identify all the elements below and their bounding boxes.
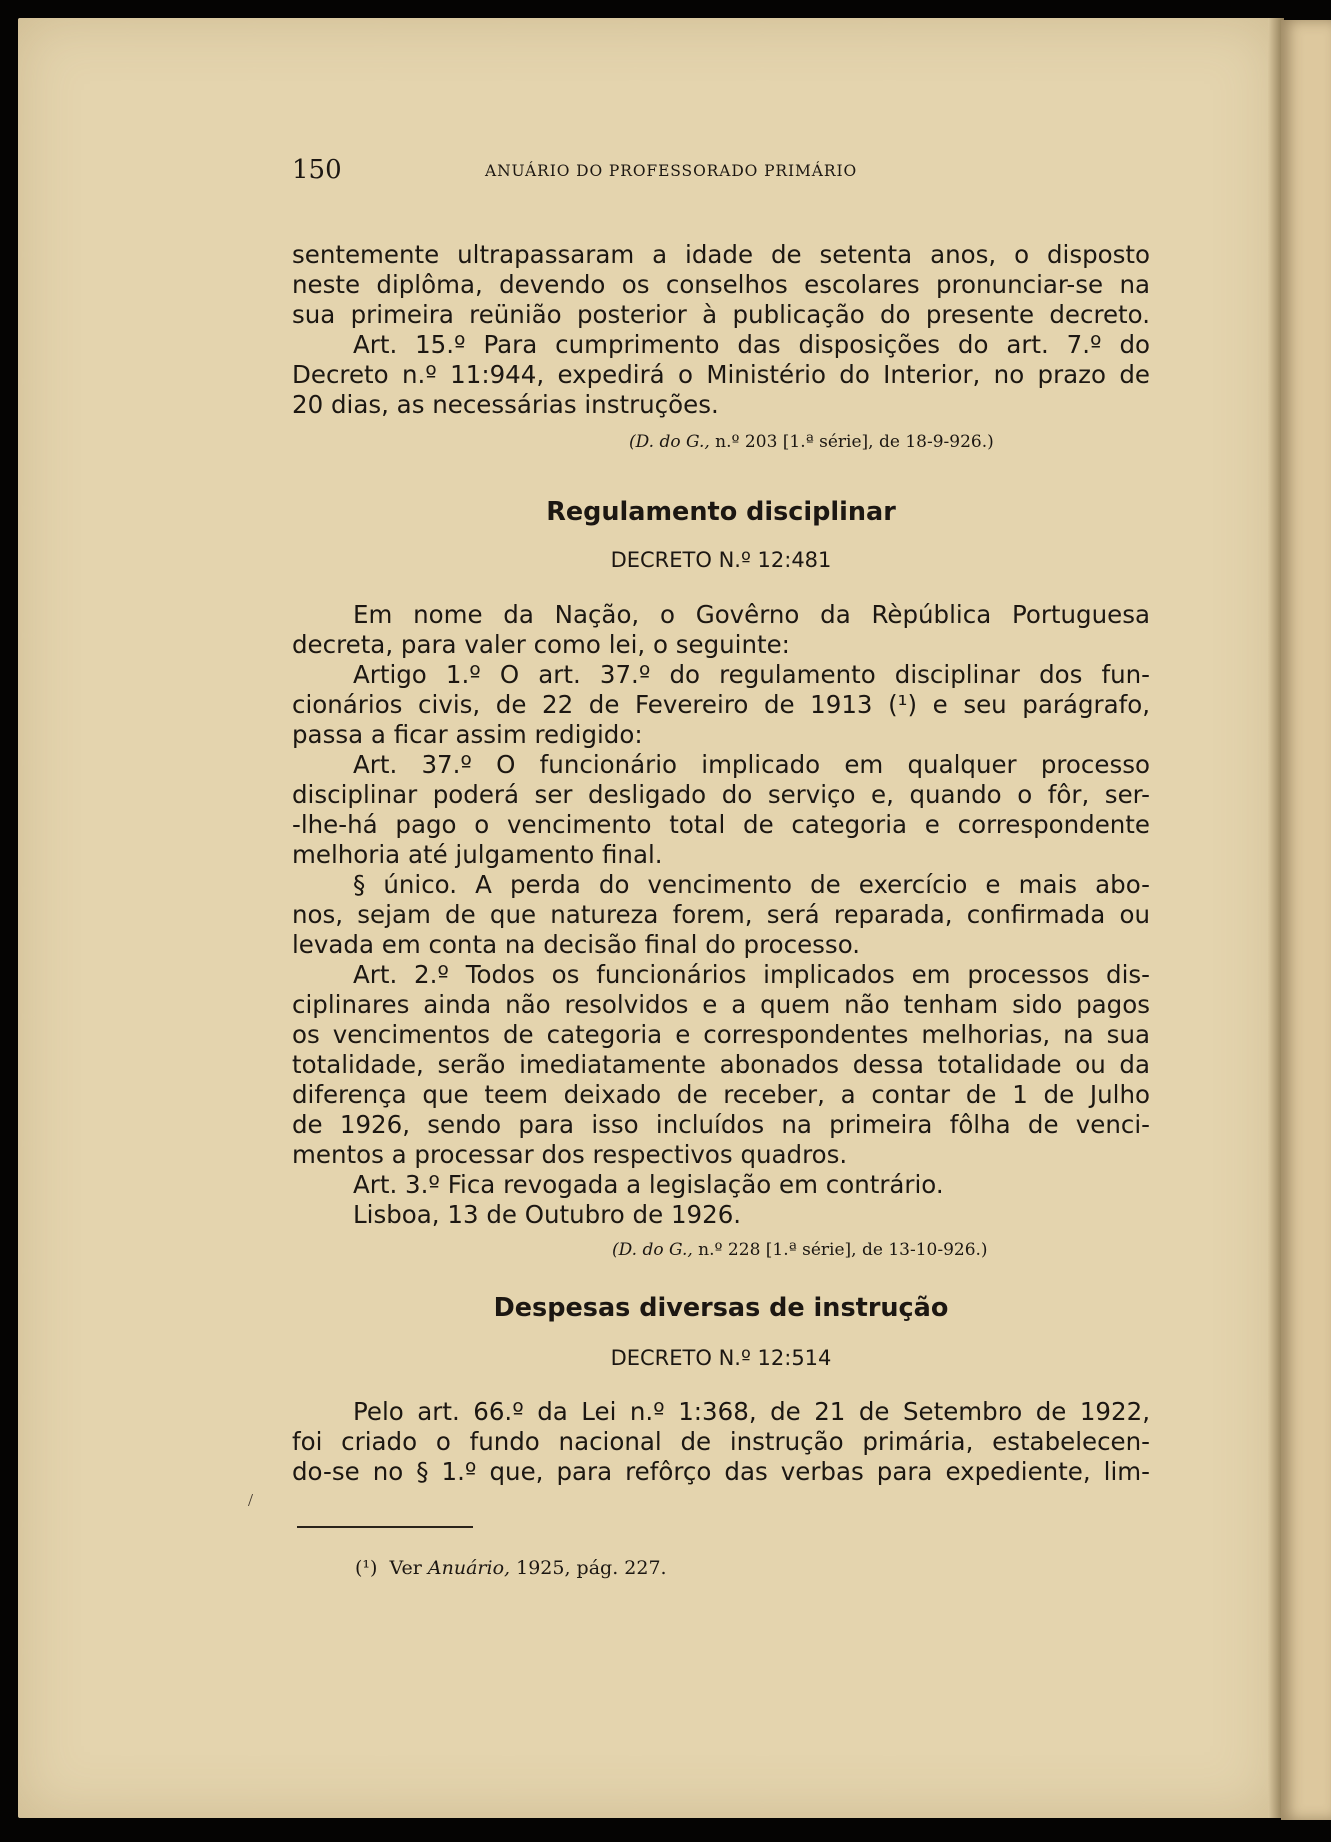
body-line: Art. 15.º Para cumprimento das disposições do art. 7.º do xyxy=(353,330,1150,359)
body-line: diferença que teem deixado de receber, a contar de 1 de Julho xyxy=(292,1080,1150,1109)
section-heading: Regulamento disciplinar xyxy=(546,497,896,527)
body-line: neste diplôma, devendo os conselhos escolares pronunciar-se na xyxy=(292,270,1150,299)
running-head xyxy=(292,155,992,185)
body-line: levada em conta na decisão final do processo. xyxy=(292,930,861,959)
body-line: passa a ficar assim redigido: xyxy=(292,720,643,749)
source-citation-text: n.º 203 [1.ª série], de 18-9-926.) xyxy=(709,432,994,452)
body-line: 20 dias, as necessárias instruções. xyxy=(292,390,719,419)
body-line: nos, sejam de que natureza forem, será reparada, confirmada ou xyxy=(292,900,1150,929)
footnote xyxy=(355,1555,667,1581)
footnote-prefix: Ver xyxy=(389,1557,428,1579)
footnote-text: 1925, pág. 227. xyxy=(510,1557,667,1579)
body-line: Pelo art. 66.º da Lei n.º 1:368, de 21 de Setembro de 1922, xyxy=(353,1397,1150,1426)
running-head-title: ANUÁRIO DO PROFESSORADO PRIMÁRIO xyxy=(485,162,858,180)
body-line: Artigo 1.º O art. 37.º do regulamento disciplinar dos fun- xyxy=(353,660,1150,689)
body-line: foi criado o fundo nacional de instrução primária, estabelecen- xyxy=(292,1427,1150,1456)
body-line: disciplinar poderá ser desligado do serviço e, quando o fôr, ser- xyxy=(292,780,1150,809)
source-citation-text: n.º 228 [1.ª série], de 13-10-926.) xyxy=(692,1240,988,1260)
facing-page-edge xyxy=(1281,20,1331,1820)
body-line: -lhe-há pago o vencimento total de categoria e correspondente xyxy=(292,810,1150,839)
body-line: cionários civis, de 22 de Fevereiro de 1913 (¹) e seu parágrafo, xyxy=(292,690,1150,719)
body-line: sua primeira reünião posterior à publicação do presente decreto. xyxy=(292,300,1150,329)
body-line: melhoria até julgamento final. xyxy=(292,840,663,869)
footnote-italic: Anuário, xyxy=(427,1557,511,1579)
body-line: os vencimentos de categoria e correspondentes melhorias, na sua xyxy=(292,1020,1150,1049)
body-line: decreta, para valer como lei, o seguinte: xyxy=(292,630,790,659)
body-line: Art. 37.º O funcionário implicado em qualquer processo xyxy=(353,750,1150,779)
section-heading: Despesas diversas de instrução xyxy=(493,1293,949,1323)
body-line: totalidade, serão imediatamente abonados dessa totalidade ou da xyxy=(292,1050,1150,1079)
source-citation-italic: (D. do G., xyxy=(612,1240,693,1260)
body-line: mentos a processar dos respectivos quadros. xyxy=(292,1140,848,1169)
body-line: Lisboa, 13 de Outubro de 1926. xyxy=(353,1200,742,1229)
decree-number: DECRETO N.º 12:481 xyxy=(610,548,832,572)
stray-mark: / xyxy=(248,1490,254,1510)
body-line: § único. A perda do vencimento de exercício e mais abo- xyxy=(353,870,1150,899)
body-line: sentemente ultrapassaram a idade de setenta anos, o disposto xyxy=(292,240,1150,269)
body-line: Art. 3.º Fica revogada a legislação em contrário. xyxy=(353,1170,944,1199)
footnote-rule xyxy=(297,1526,473,1528)
source-citation xyxy=(612,1238,988,1262)
body-line: Art. 2.º Todos os funcionários implicados em processos dis- xyxy=(353,960,1150,989)
body-line: Decreto n.º 11:944, expedirá o Ministério do Interior, no prazo de xyxy=(292,360,1150,389)
decree-number: DECRETO N.º 12:514 xyxy=(610,1346,832,1370)
body-line: ciplinares ainda não resolvidos e a quem não tenham sido pagos xyxy=(292,990,1150,1019)
body-line: do-se no § 1.º que, para refôrço das verbas para expediente, lim- xyxy=(292,1457,1150,1486)
body-line: Em nome da Nação, o Govêrno da Rèpública Portuguesa xyxy=(353,600,1150,629)
source-citation xyxy=(629,430,994,454)
footnote-marker: (¹) xyxy=(355,1557,378,1579)
page-number: 150 xyxy=(292,155,342,185)
body-line: de 1926, sendo para isso incluídos na primeira fôlha de venci- xyxy=(292,1110,1150,1139)
source-citation-italic: (D. do G., xyxy=(629,432,710,452)
